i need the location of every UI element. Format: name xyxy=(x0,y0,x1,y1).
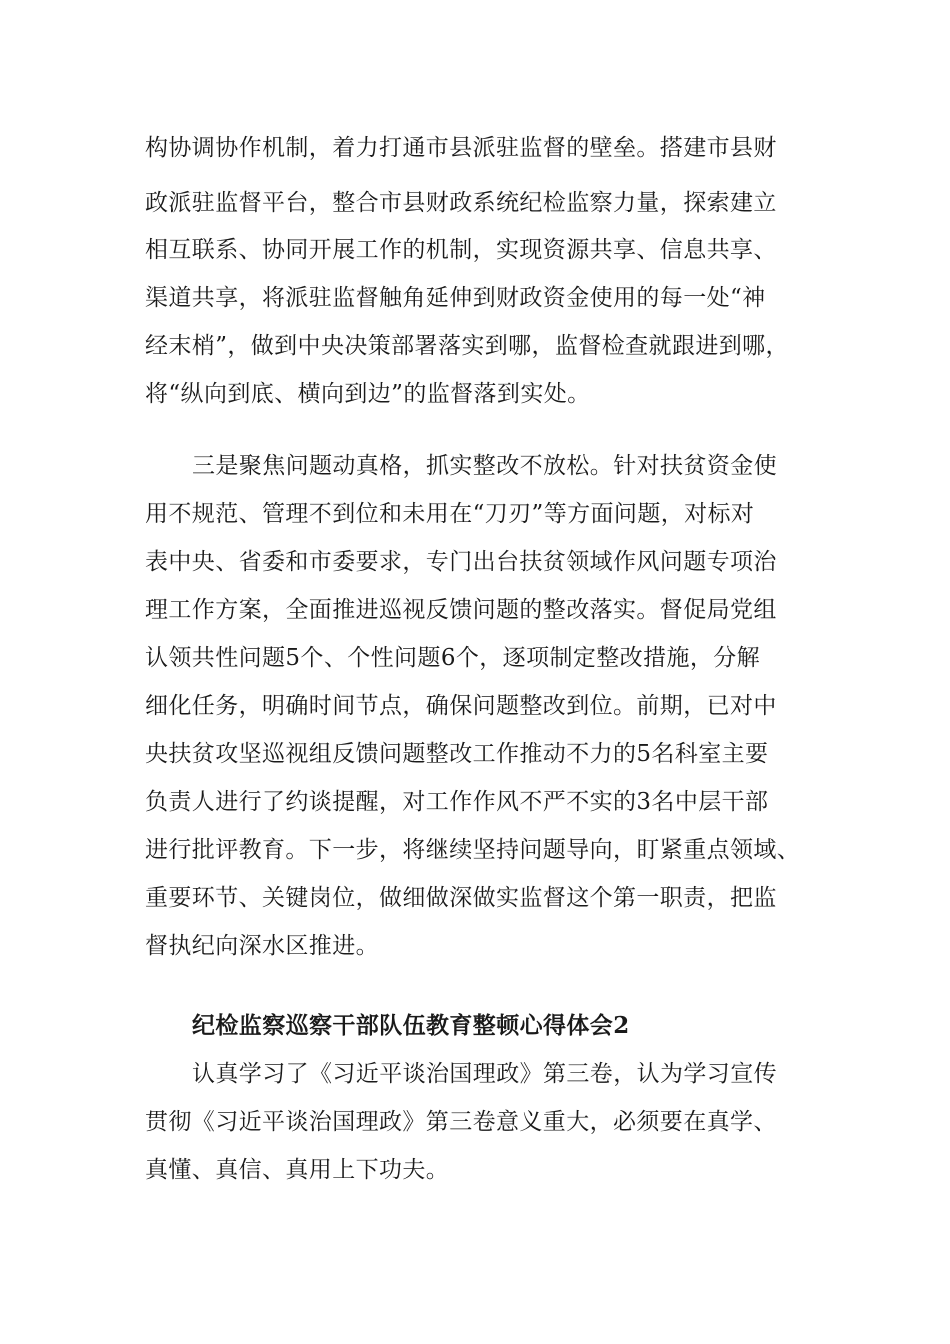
paragraph-line: 真懂、真信、真用上下功夫。 xyxy=(145,1157,450,1183)
section-heading: 纪检监察巡察干部队伍教育整顿心得体会2 xyxy=(192,1012,630,1039)
paragraph-line: 政派驻监督平台，整合市县财政系统纪检监察力量，探索建立 xyxy=(145,190,777,216)
paragraph-line: 构协调协作机制，着力打通市县派驻监督的壁垒。搭建市县财 xyxy=(145,135,777,161)
paragraph-line: 经末梢”，做到中央决策部署落实到哪，监督检查就跟进到哪， xyxy=(145,333,789,359)
paragraph-line: 认真学习了《习近平谈治国理政》第三卷，认为学习宣传 xyxy=(192,1061,777,1087)
paragraph-line: 认领共性问题5个、个性问题6个，逐项制定整改措施，分解 xyxy=(145,645,761,671)
paragraph-line: 相互联系、协同开展工作的机制，实现资源共享、信息共享、 xyxy=(145,237,777,263)
paragraph-line: 将“纵向到底、横向到边”的监督落到实处。 xyxy=(145,381,591,407)
paragraph-line: 督执纪向深水区推进。 xyxy=(145,933,379,959)
paragraph-line: 负责人进行了约谈提醒，对工作作风不严不实的3名中层干部 xyxy=(145,789,769,815)
paragraph-line: 细化任务，明确时间节点，确保问题整改到位。前期，已对中 xyxy=(145,693,777,719)
paragraph-line: 用不规范、管理不到位和未用在“刀刃”等方面问题，对标对 xyxy=(145,501,755,527)
paragraph-line: 理工作方案，全面推进巡视反馈问题的整改落实。督促局党组 xyxy=(145,597,777,623)
paragraph-line: 三是聚焦问题动真格，抓实整改不放松。针对扶贫资金使 xyxy=(192,453,777,479)
paragraph-line: 重要环节、关键岗位，做细做深做实监督这个第一职责，把监 xyxy=(145,885,777,911)
paragraph-line: 进行批评教育。下一步，将继续坚持问题导向，盯紧重点领域、 xyxy=(145,837,801,863)
paragraph-line: 表中央、省委和市委要求，专门出台扶贫领域作风问题专项治 xyxy=(145,549,777,575)
paragraph-line: 央扶贫攻坚巡视组反馈问题整改工作推动不力的5名科室主要 xyxy=(145,741,769,767)
paragraph-line: 渠道共享，将派驻监督触角延伸到财政资金使用的每一处“神 xyxy=(145,285,766,311)
paragraph-line: 贯彻《习近平谈治国理政》第三卷意义重大，必须要在真学、 xyxy=(145,1109,777,1135)
